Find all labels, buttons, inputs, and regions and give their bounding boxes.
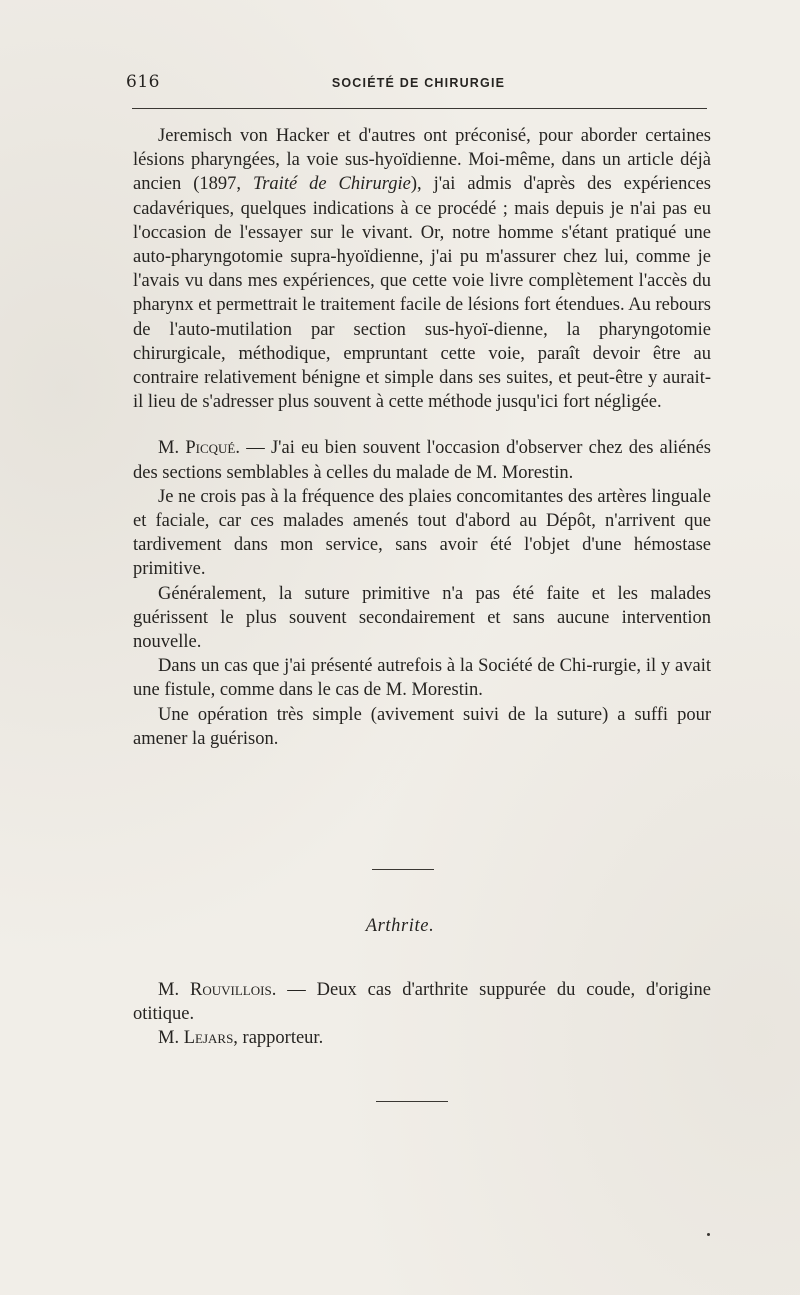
author-name: Rouvillois — [190, 980, 272, 1000]
notice-communication: M. Rouvillois. — Deux cas d'arthrite suppurée du coude, d'origine otitique. — [133, 980, 711, 1025]
paragraph-picque-5: Une opération très simple (avivement suivi de la suture) a suffi pour amener la guérison. — [133, 704, 711, 749]
section-separator — [372, 869, 434, 870]
notice-reporter: M. Lejars, rapporteur. — [158, 1028, 324, 1049]
paragraph-picque-4: Dans un cas que j'ai présenté autrefois à la Société de Chi-rurgie, il y avait une fistule, comme dans le cas de M. Morestin. — [133, 656, 711, 701]
header-rule — [132, 108, 707, 109]
speaker-name: Picqué — [185, 438, 236, 459]
notice-block — [133, 978, 711, 1051]
book-title: Traité de Chirurgie — [252, 174, 411, 195]
running-head: SOCIÉTÉ DE CHIRURGIE — [331, 76, 506, 90]
paragraph-picque-intro: M. Picqué. — J'ai eu bien souvent l'occasion d'observer chez des aliénés des sections semblables à celles du malade de M. Morestin. — [133, 438, 711, 483]
main-text — [133, 124, 711, 751]
paper-speck — [707, 1233, 710, 1236]
end-separator — [376, 1101, 448, 1102]
paragraph-picque-2: Je ne crois pas à la fréquence des plaies concomitantes des artères linguale et faciale, car ces malades amenés tout d'abord au Dépôt, n'arrivent que tardivement dans mon service, sans avoir été l'objet d'une hémostase primitive. — [133, 486, 711, 580]
page-number: 616 — [126, 72, 160, 92]
paragraph-picque-3: Généralement, la suture primitive n'a pas été faite et les malades guérissent le plus souvent secondairement et sans aucune intervention nouvelle. — [133, 583, 711, 653]
paragraph-hacker: Jeremisch von Hacker et d'autres ont préconisé, pour aborder certaines lésions pharyngées, la voie sus-hyoïdienne. Moi-même, dans un article déjà ancien (1897, Traité de Chirurgie), j'ai admis d'après des expériences cadavériques, quelques indications à ce procédé ; mais depuis je n'ai pas eu l'occasion de l'essayer sur le vivant. Or, notre homme s'étant pratiqué une auto-pharyngotomie supra-hyoïdienne, j'ai pu m'assurer chez lui, comme je l'avais vu dans mes expériences, que cette voie livre complètement l'accès du pharynx et permettrait le traitement facile de lésions fort étendues. Au rebours de l'auto-mutilation par section sus-hyoï-dienne, la pharyngotomie chirurgicale, méthodique, empruntant cette voie, paraît devoir être au contraire relativement bénigne et simple dans ses suites, et peut-être y aurait-il lieu de s'adresser plus souvent à cette méthode jusqu'ici fort négligée. — [133, 126, 711, 413]
section-title: Arthrite. — [365, 916, 435, 936]
reporter-name: Lejars — [183, 1028, 234, 1049]
page-header — [126, 72, 711, 96]
